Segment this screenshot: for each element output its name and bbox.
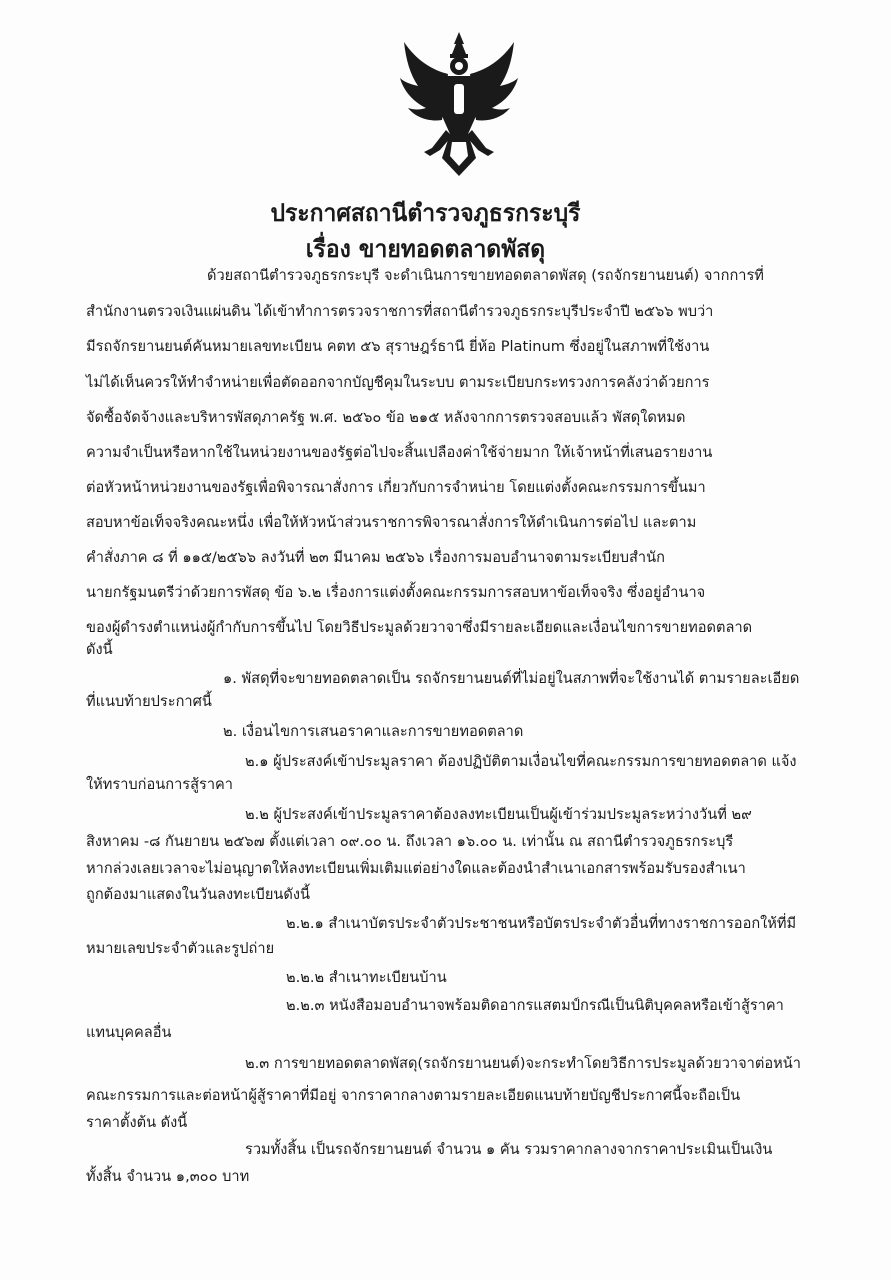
- body-line: รวมทั้งสิ้น เป็นรถจักรยานยนต์ จำนวน ๑ คัน รวมราคากลางจากราคาประเมินเป็นเงิน: [245, 1141, 773, 1158]
- body-line: ๒.๒.๒ สำเนาทะเบียนบ้าน: [286, 969, 447, 986]
- page-title: ประกาศสถานีตำรวจภูธรกระบุรี: [270, 199, 581, 227]
- body-line: จัดซื้อจัดจ้างและบริหารพัสดุภาครัฐ พ.ศ. ๒๕๖๐ ข้อ ๒๑๕ หลังจากการตรวจสอบแล้ว พัสดุใดหมด: [86, 409, 686, 426]
- body-line: ราคาตั้งต้น ดังนี้: [86, 1114, 188, 1131]
- body-line: ทั้งสิ้น จำนวน ๑,๓๐๐ บาท: [86, 1168, 250, 1185]
- body-line: มีรถจักรยานยนต์คันหมายเลขทะเบียน คตท ๕๖ สุราษฎร์ธานี ยี่ห้อ Platinum ซึ่งอยู่ในสภาพที่ใช้งาน: [86, 338, 710, 355]
- body-line: นายกรัฐมนตรีว่าด้วยการพัสดุ ข้อ ๖.๒ เรื่องการแต่งตั้งคณะกรรมการสอบหาข้อเท็จจริง ซึ่งอยู่อำนาจ: [86, 584, 706, 601]
- body-line: สำนักงานตรวจเงินแผ่นดิน ได้เข้าทำการตรวจราชการที่สถานีตำรวจภูธรกระบุรีประจำปี ๒๕๖๖ พบว่า: [86, 303, 714, 320]
- body-line: คำสั่งภาค ๘ ที่ ๑๑๕/๒๕๖๖ ลงวันที่ ๒๓ มีนาคม ๒๕๖๖ เรื่องการมอบอำนาจตามระเบียบสำนัก: [86, 549, 665, 566]
- body-line: คณะกรรมการและต่อหน้าผู้สู้ราคาที่มีอยู่ จากราคากลางตามรายละเอียดแนบท้ายบัญชีประกาศนี้จะถือเป็น: [86, 1087, 741, 1104]
- body-line: ต่อหัวหน้าหน่วยงานของรัฐเพื่อพิจารณาสั่งการ เกี่ยวกับการจำหน่าย โดยแต่งตั้งคณะกรรมการขึ้นมา: [86, 479, 706, 496]
- body-line: สิงหาคม -๘ กันยายน ๒๕๖๗ ตั้งแต่เวลา ๐๙.๐๐ น. ถึงเวลา ๑๖.๐๐ น. เท่านั้น ณ สถานีตำรวจภูธรกระบุรี: [86, 833, 734, 850]
- body-line: ๒. เงื่อนไขการเสนอราคาและการขายทอดตลาด: [223, 723, 524, 740]
- body-line: สอบหาข้อเท็จจริงคณะหนึ่ง เพื่อให้หัวหน้าส่วนราชการพิจารณาสั่งการให้ดำเนินการต่อไป และตาม: [86, 514, 697, 531]
- body-line: แทนบุคคลอื่น: [86, 1024, 172, 1041]
- body-line: ดังนี้: [86, 641, 113, 658]
- body-line: ถูกต้องมาแสดงในวันลงทะเบียนดังนี้: [86, 886, 310, 903]
- body-line: ๒.๒.๑ สำเนาบัตรประจำตัวประชาชนหรือบัตรประจำตัวอื่นที่ทางราชการออกให้ที่มี: [286, 915, 797, 932]
- body-line: หากล่วงเลยเวลาจะไม่อนุญาตให้ลงทะเบียนเพิ่มเติมแต่อย่างใดและต้องนำสำเนาเอกสารพร้อมรับรองสำเนา: [86, 860, 746, 877]
- body-line: ๒.๒ ผู้ประสงค์เข้าประมูลราคาต้องลงทะเบียนเป็นผู้เข้าร่วมประมูลระหว่างวันที่ ๒๙: [245, 806, 752, 823]
- body-line: ๒.๒.๓ หนังสือมอบอำนาจพร้อมติดอากรแสตมป์กรณีเป็นนิติบุคคลหรือเข้าสู้ราคา: [286, 997, 784, 1014]
- body-line: ให้ทราบก่อนการสู้ราคา: [86, 776, 234, 793]
- body-line: ความจำเป็นหรือหากใช้ในหน่วยงานของรัฐต่อไปจะสิ้นเปลืองค่าใช้จ่ายมาก ให้เจ้าหน้าที่เสนอรายงาน: [86, 444, 713, 461]
- body-line: ๑. พัสดุที่จะขายทอดตลาดเป็น รถจักรยานยนต์ที่ไม่อยู่ในสภาพที่จะใช้งานได้ ตามรายละเอียด: [223, 670, 800, 687]
- body-line: ที่แนบท้ายประกาศนี้: [86, 693, 212, 710]
- body-line: ไม่ได้เห็นควรให้ทำจำหน่ายเพื่อตัดออกจากบัญชีคุมในระบบ ตามระเบียบกระทรวงการคลังว่าด้วยการ: [86, 374, 710, 391]
- body-line: หมายเลขประจำตัวและรูปถ่าย: [86, 940, 275, 957]
- body-line: ของผู้ดำรงตำแหน่งผู้กำกับการขึ้นไป โดยวิธีประมูลด้วยวาจาซึ่งมีรายละเอียดและเงื่อนไขการขายทอดตลาด: [86, 619, 753, 636]
- garuda-emblem-icon: [396, 30, 522, 180]
- body-line: ๒.๓ การขายทอดตลาดพัสดุ(รถจักรยานยนต์)จะกระทำโดยวิธีการประมูลด้วยวาจาต่อหน้า: [245, 1055, 801, 1072]
- body-line: ๒.๑ ผู้ประสงค์เข้าประมูลราคา ต้องปฏิบัติตามเงื่อนไขที่คณะกรรมการขายทอดตลาด แจ้ง: [245, 753, 797, 770]
- body-line: ด้วยสถานีตำรวจภูธรกระบุรี จะดำเนินการขายทอดตลาดพัสดุ (รถจักรยานยนต์) จากการที่: [207, 267, 764, 284]
- subject-line: เรื่อง ขายทอดตลาดพัสดุ: [305, 235, 546, 263]
